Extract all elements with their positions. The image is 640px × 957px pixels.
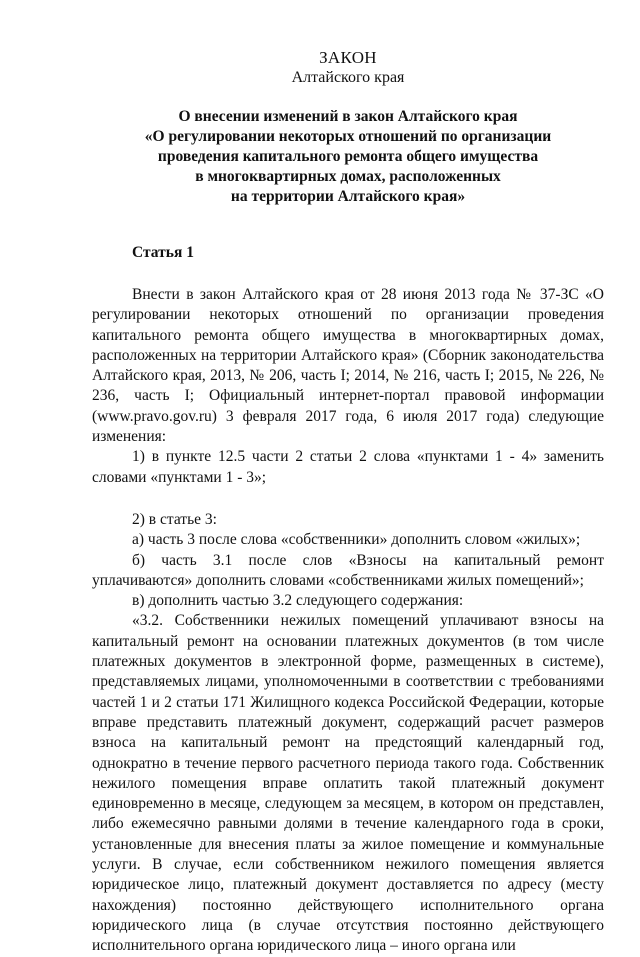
issuing-region: Алтайского края (291, 69, 405, 86)
law-title-line: О внесении изменений в закон Алтайского края (178, 108, 518, 125)
item-2a: а) часть 3 после слова «собственники» дополнить словом «жилых»; (132, 531, 581, 549)
item-2c: в) дополнить частью 3.2 следующего содержания: (132, 592, 464, 610)
item-2: 2) в статье 3: (132, 510, 217, 528)
article-heading: Статья 1 (132, 244, 194, 261)
item-2b: б) часть 3.1 после слов «Взносы на капитальный ремонт уплачиваются» дополнить словами «собственниками жилых помещений»; (92, 551, 604, 589)
law-title-line: проведения капитального ремонта общего имущества (157, 148, 539, 165)
paragraph-gap (92, 488, 604, 510)
new-part-3-2: «3.2. Собственники нежилых помещений уплачивают взносы на капитальный ремонт на основании платежных документов (в том числе платежных документов в электронной форме, размещенных в системе), представляемых лицами, уполномоченными в соответствии с требованиями частей 1 и 2 статьи 171 Жилищного кодекса Российской Федерации, которые вправе представить платежный документ, содержащий расчет размеров взноса на капитальный ремонт на предстоящий календарный год, однократно в течение первого расчетного периода такого года. Собственник нежилого помещения вправе оплатить такой платежный документ единовременно в месяце, следующем за месяцем, в котором он представлен, либо ежемесячно равными долями в течение календарного года в сроки, установленные для внесения платы за жилое помещение и коммунальные услуги. В случае, если собственником нежилого помещения является юридическое лицо, платежный документ доставляется по адресу (месту нахождения) постоянно действующего исполнительного органа юридического лица (в случае отсутствия постоянно действующего исполнительного органа юридического лица – иного органа или (92, 612, 604, 955)
law-title (92, 107, 604, 207)
law-title-line: в многоквартирных домах, расположенных (195, 168, 501, 185)
intro-paragraph: Внести в закон Алтайского края от 28 июня 2013 года № 37-ЗС «О регулировании некоторых отношений по организации проведения капитального ремонта общего имущества в многоквартирных домах, расположенных на территории Алтайского края» (Сборник законодательства Алтайского края, 2013, № 206, часть I; 2014, № 216, часть I; 2015, № 226, № 236, часть I; Официальный интернет-портал правовой информации (www.pravo.gov.ru) 3 февраля 2017 года, 6 июля 2017 года) следующие изменения: (92, 286, 604, 446)
document-type: ЗАКОН (319, 48, 377, 67)
law-title-line: на территории Алтайского края» (230, 188, 466, 205)
item-1: 1) в пункте 12.5 части 2 статьи 2 слова «пунктами 1 - 4» заменить словами «пунктами 1 - 3»; (92, 448, 604, 486)
law-title-line: «О регулировании некоторых отношений по организации (144, 128, 552, 145)
